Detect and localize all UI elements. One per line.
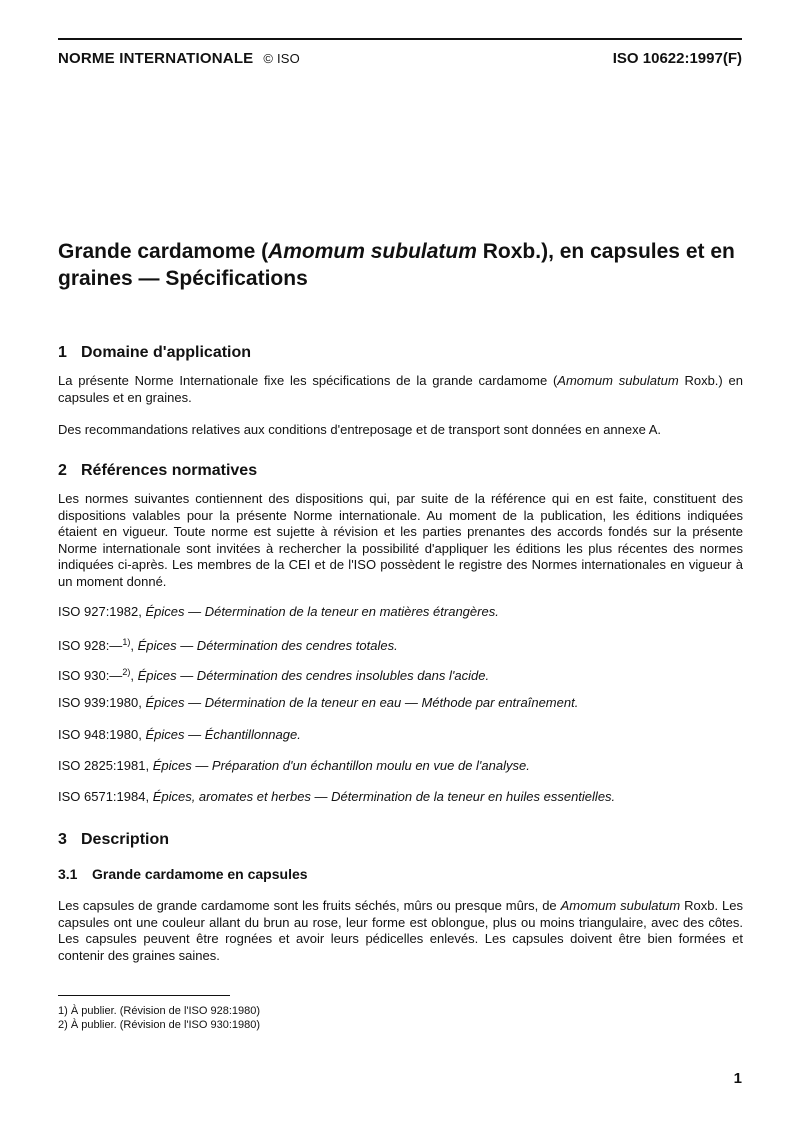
header-rule bbox=[58, 38, 742, 40]
reference-item: ISO 939:1980, Épices — Détermination de la teneur en eau — Méthode par entraînement. bbox=[58, 695, 579, 710]
section-3-1-paragraph: Les capsules de grande cardamome sont les fruits séchés, mûrs ou presque mûrs, de Amomum subulatum Roxb. Les capsules ont une couleur allant du brun au rose, leur forme est oblongue, plus ou moins triangulaire, avec des côtes. Les capsules peuvent être rognées et avoir leurs pédicelles enlevés. Les capsules doivent être bien formées et contenir des graines saines. bbox=[58, 898, 743, 963]
footnote-marker: 2) bbox=[122, 667, 131, 677]
section-1-paragraph-1: La présente Norme Internationale fixe les spécifications de la grande cardamome (Amomum subulatum Roxb.) en capsules et en graines. bbox=[58, 373, 743, 405]
section-2-heading: 2 Références normatives bbox=[58, 462, 258, 479]
reference-item: ISO 948:1980, Épices — Échantillonnage. bbox=[58, 727, 301, 742]
footnote-1: 1) À publier. (Révision de l'ISO 928:1980) bbox=[58, 1005, 261, 1017]
section-3-heading: 3 Description bbox=[58, 831, 170, 848]
document-header-title bbox=[58, 50, 300, 67]
species-name: Amomum subulatum bbox=[268, 240, 477, 263]
page-number: 1 bbox=[733, 1070, 742, 1087]
reference-item: ISO 930:—$^{2)}$, Épices — Détermination des cendres insolubles dans l'acide. bbox=[58, 667, 490, 683]
section-1-paragraph-2: Des recommandations relatives aux conditions d'entreposage et de transport sont données en annexe A. bbox=[58, 422, 662, 437]
copyright-notice: © ISO bbox=[263, 51, 300, 66]
footnote-marker: 1) bbox=[122, 637, 131, 647]
footnote-rule bbox=[58, 995, 230, 996]
reference-item: ISO 927:1982, Épices — Détermination de la teneur en matières étrangères. bbox=[58, 604, 499, 619]
reference-item: ISO 6571:1984, Épices, aromates et herbes — Détermination de la teneur en huiles essentielles. bbox=[58, 789, 616, 804]
reference-item: ISO 2825:1981, Épices — Préparation d'un échantillon moulu en vue de l'analyse. bbox=[58, 758, 530, 773]
section-1-heading: 1 Domaine d'application bbox=[58, 344, 252, 361]
section-2-paragraph: Les normes suivantes contiennent des dispositions qui, par suite de la référence qui en est faite, constituent des dispositions valables pour la présente Norme internationale. Au moment de la publication, les éditions indiquées étaient en vigueur. Toute norme est sujette à révision et les parties prenantes des accords fondés sur la présente Norme internationale sont invitées à rechercher la possibilité d'appliquer les éditions les plus récentes des normes indiquées ci-après. Les membres de la CEI et de l'ISO possèdent le registre des Normes internationales en vigueur à un moment donné. bbox=[58, 491, 743, 589]
reference-item: ISO 928:—$^{1)}$, Épices — Détermination des cendres totales. bbox=[58, 637, 398, 653]
standard-type: NORME INTERNATIONALE bbox=[58, 50, 254, 67]
footnote-2: 2) À publier. (Révision de l'ISO 930:1980) bbox=[58, 1019, 261, 1031]
document-title: Grande cardamome (Amomum subulatum Roxb.), en capsules et en graines — Spécifications bbox=[58, 240, 735, 290]
section-3-1-heading: 3.1 Grande cardamome en capsules bbox=[58, 866, 308, 882]
standard-identifier: ISO 10622:1997(F) bbox=[612, 50, 742, 67]
